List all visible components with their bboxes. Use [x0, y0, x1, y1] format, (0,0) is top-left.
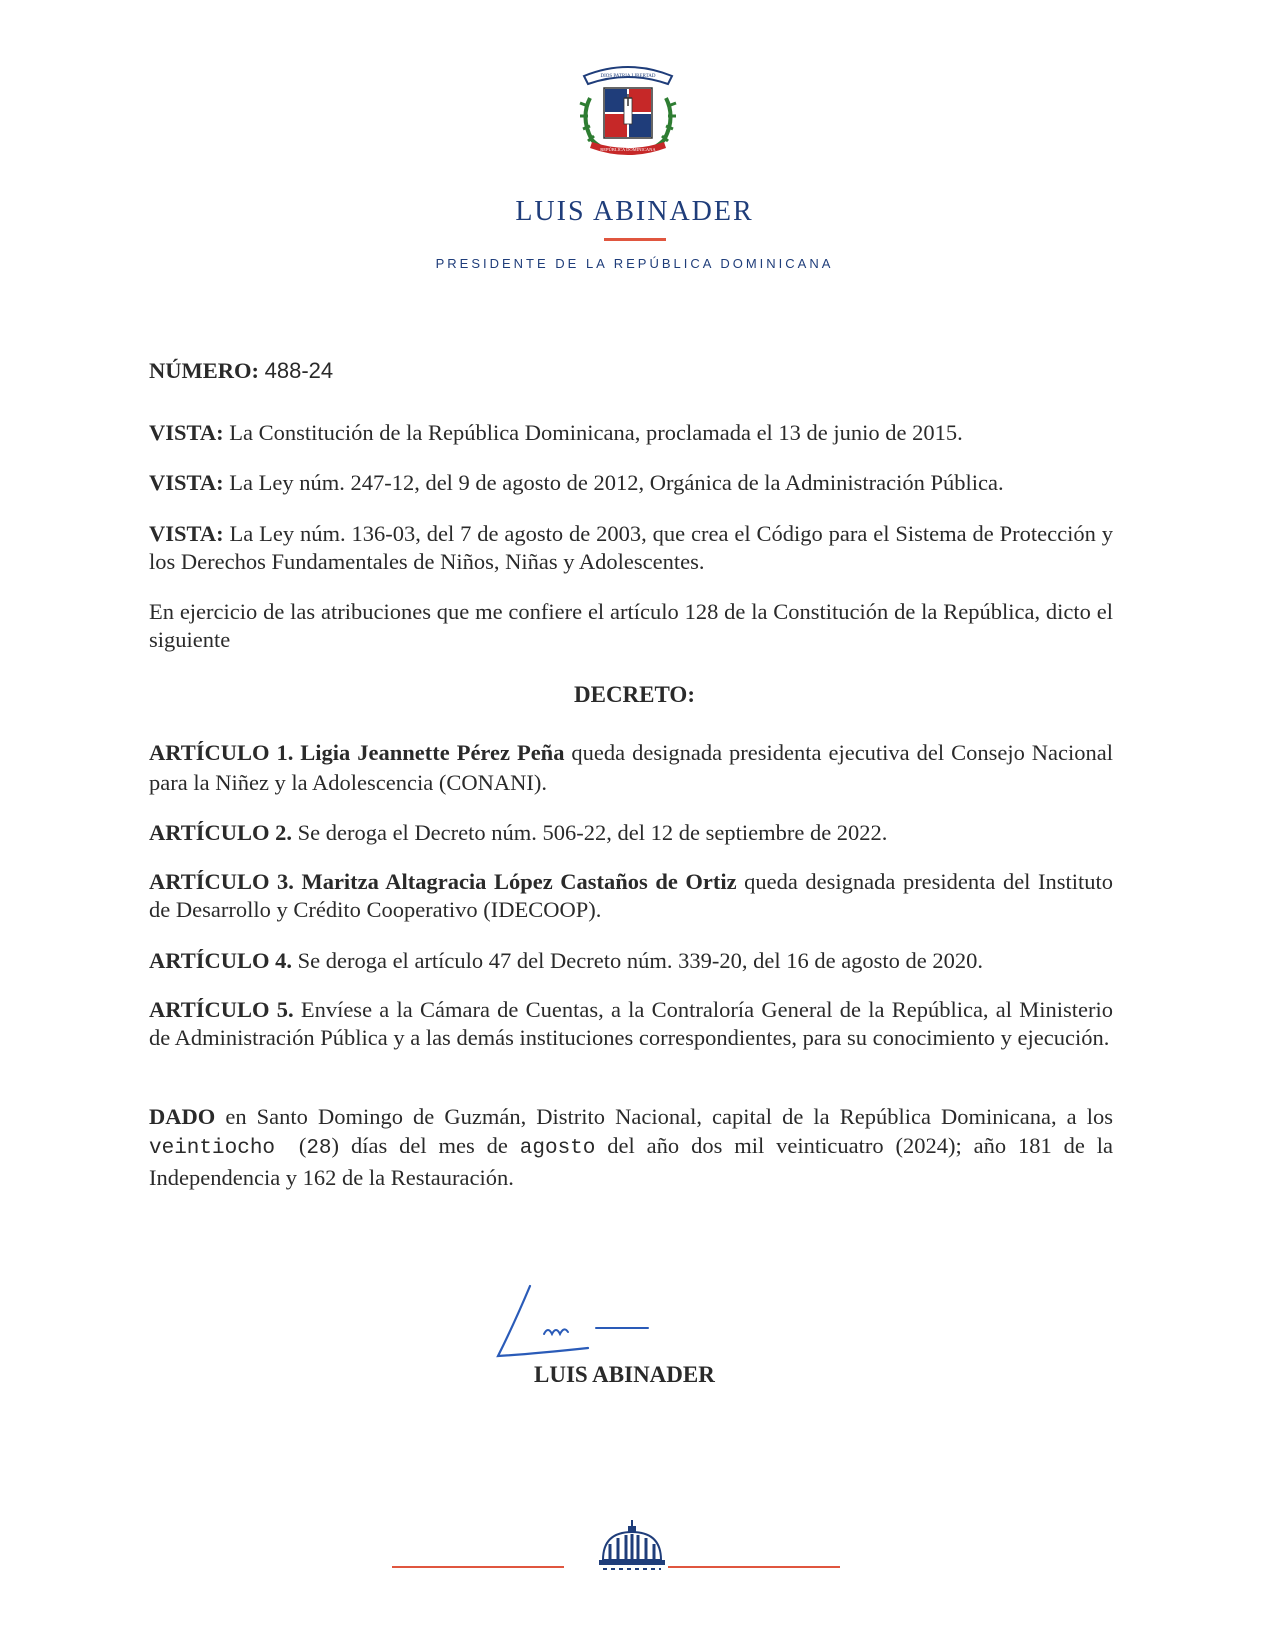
crest-ribbon: REPÚBLICA DOMINICANA	[600, 147, 656, 152]
article-label: ARTÍCULO 5.	[149, 997, 294, 1022]
issuer-name: LUIS ABINADER	[515, 196, 754, 227]
article-text: Se deroga el artículo 47 del Decreto núm. 339-20, del 16 de agosto de 2020.	[297, 948, 984, 973]
dado-text-2: días del mes de	[350, 1133, 508, 1158]
crest-motto: DIOS PATRIA LIBERTAD	[600, 74, 656, 79]
article-3	[149, 868, 1113, 924]
article-1	[149, 738, 1113, 798]
article-label: ARTÍCULO 1.	[149, 740, 294, 765]
article-label: ARTÍCULO 4.	[149, 948, 292, 973]
article-appointee: Ligia Jeannette Pérez Peña	[300, 740, 565, 765]
vista-text: La Ley núm. 136-03, del 7 de agosto de 2003, que crea el Código para el Sistema de Protección y los Derechos Fundamentales de Niños, Niñas y Adolescentes.	[149, 521, 1114, 574]
vista-label: VISTA:	[149, 521, 224, 546]
vista-label: VISTA:	[149, 470, 224, 495]
article-label: ARTÍCULO 2.	[149, 820, 292, 845]
dado-day-number: 28	[306, 1137, 332, 1160]
vista-text: La Ley núm. 247-12, del 9 de agosto de 2012, Orgánica de la Administración Pública.	[229, 470, 1004, 495]
article-text: queda designada presidenta del Instituto de Desarrollo y Crédito Cooperativo (IDECOOP).	[149, 869, 1113, 922]
issuer-title: PRESIDENTE DE LA REPÚBLICA DOMINICANA	[435, 256, 834, 271]
vista-label: VISTA:	[149, 420, 224, 445]
vista-text: La Constitución de la República Dominicana, proclamada el 13 de junio de 2015.	[229, 420, 963, 445]
decree-heading: DECRETO:	[574, 682, 695, 707]
dado-month: agosto	[519, 1137, 596, 1160]
vista-2	[149, 468, 1113, 497]
decree-number-label: NÚMERO:	[149, 358, 259, 383]
dado-clause: DADO en Santo Domingo de Guzmán, Distrito Nacional, capital de la República Dominicana, a los veintiocho (28) días del mes de agosto del año dos mil veinticuatro (2024); año 181 de la Independencia y 162 de la Restauración.	[149, 1104, 1114, 1190]
dado-text-1: en Santo Domingo de Guzmán, Distrito Nacional, capital de la República Dominicana, a los	[225, 1104, 1113, 1129]
article-appointee: Maritza Altagracia López Castaños de Ortiz	[301, 869, 737, 894]
coat-of-arms-icon	[576, 58, 680, 162]
vista-1	[149, 418, 1113, 447]
article-text: Se deroga el Decreto núm. 506-22, del 12 de septiembre de 2022.	[297, 820, 888, 845]
vista-3	[149, 520, 1113, 576]
decree-number-value: 488-24	[264, 358, 334, 383]
article-text: Envíese a la Cámara de Cuentas, a la Contraloría General de la República, al Ministerio de Administración Pública y a las demás instituciones correspondientes, para su conocimiento y ejecución.	[149, 997, 1113, 1050]
preamble: En ejercicio de las atribuciones que me confiere el artículo 128 de la Constitución de la República, dicto el siguiente	[149, 599, 1113, 652]
header-divider	[604, 238, 666, 241]
decree-number	[149, 356, 1113, 385]
dome-icon	[597, 1520, 667, 1572]
article-2	[149, 818, 1113, 847]
article-4	[149, 946, 1113, 975]
article-label: ARTÍCULO 3.	[149, 869, 294, 894]
signer-name: LUIS ABINADER	[534, 1362, 715, 1387]
footer-divider-right	[668, 1566, 840, 1568]
dado-day-words: veintiocho	[149, 1137, 276, 1160]
dado-label: DADO	[149, 1104, 216, 1129]
footer-divider-left	[392, 1566, 564, 1568]
dado-text-3: del año dos mil veinticuatro (2024); año 181 de la Independencia y 162 de la Restauración.	[149, 1133, 1114, 1190]
article-text: queda designada presidenta ejecutiva del Consejo Nacional para la Niñez y la Adolescencia (CONANI).	[149, 740, 1114, 795]
article-5	[149, 996, 1113, 1052]
